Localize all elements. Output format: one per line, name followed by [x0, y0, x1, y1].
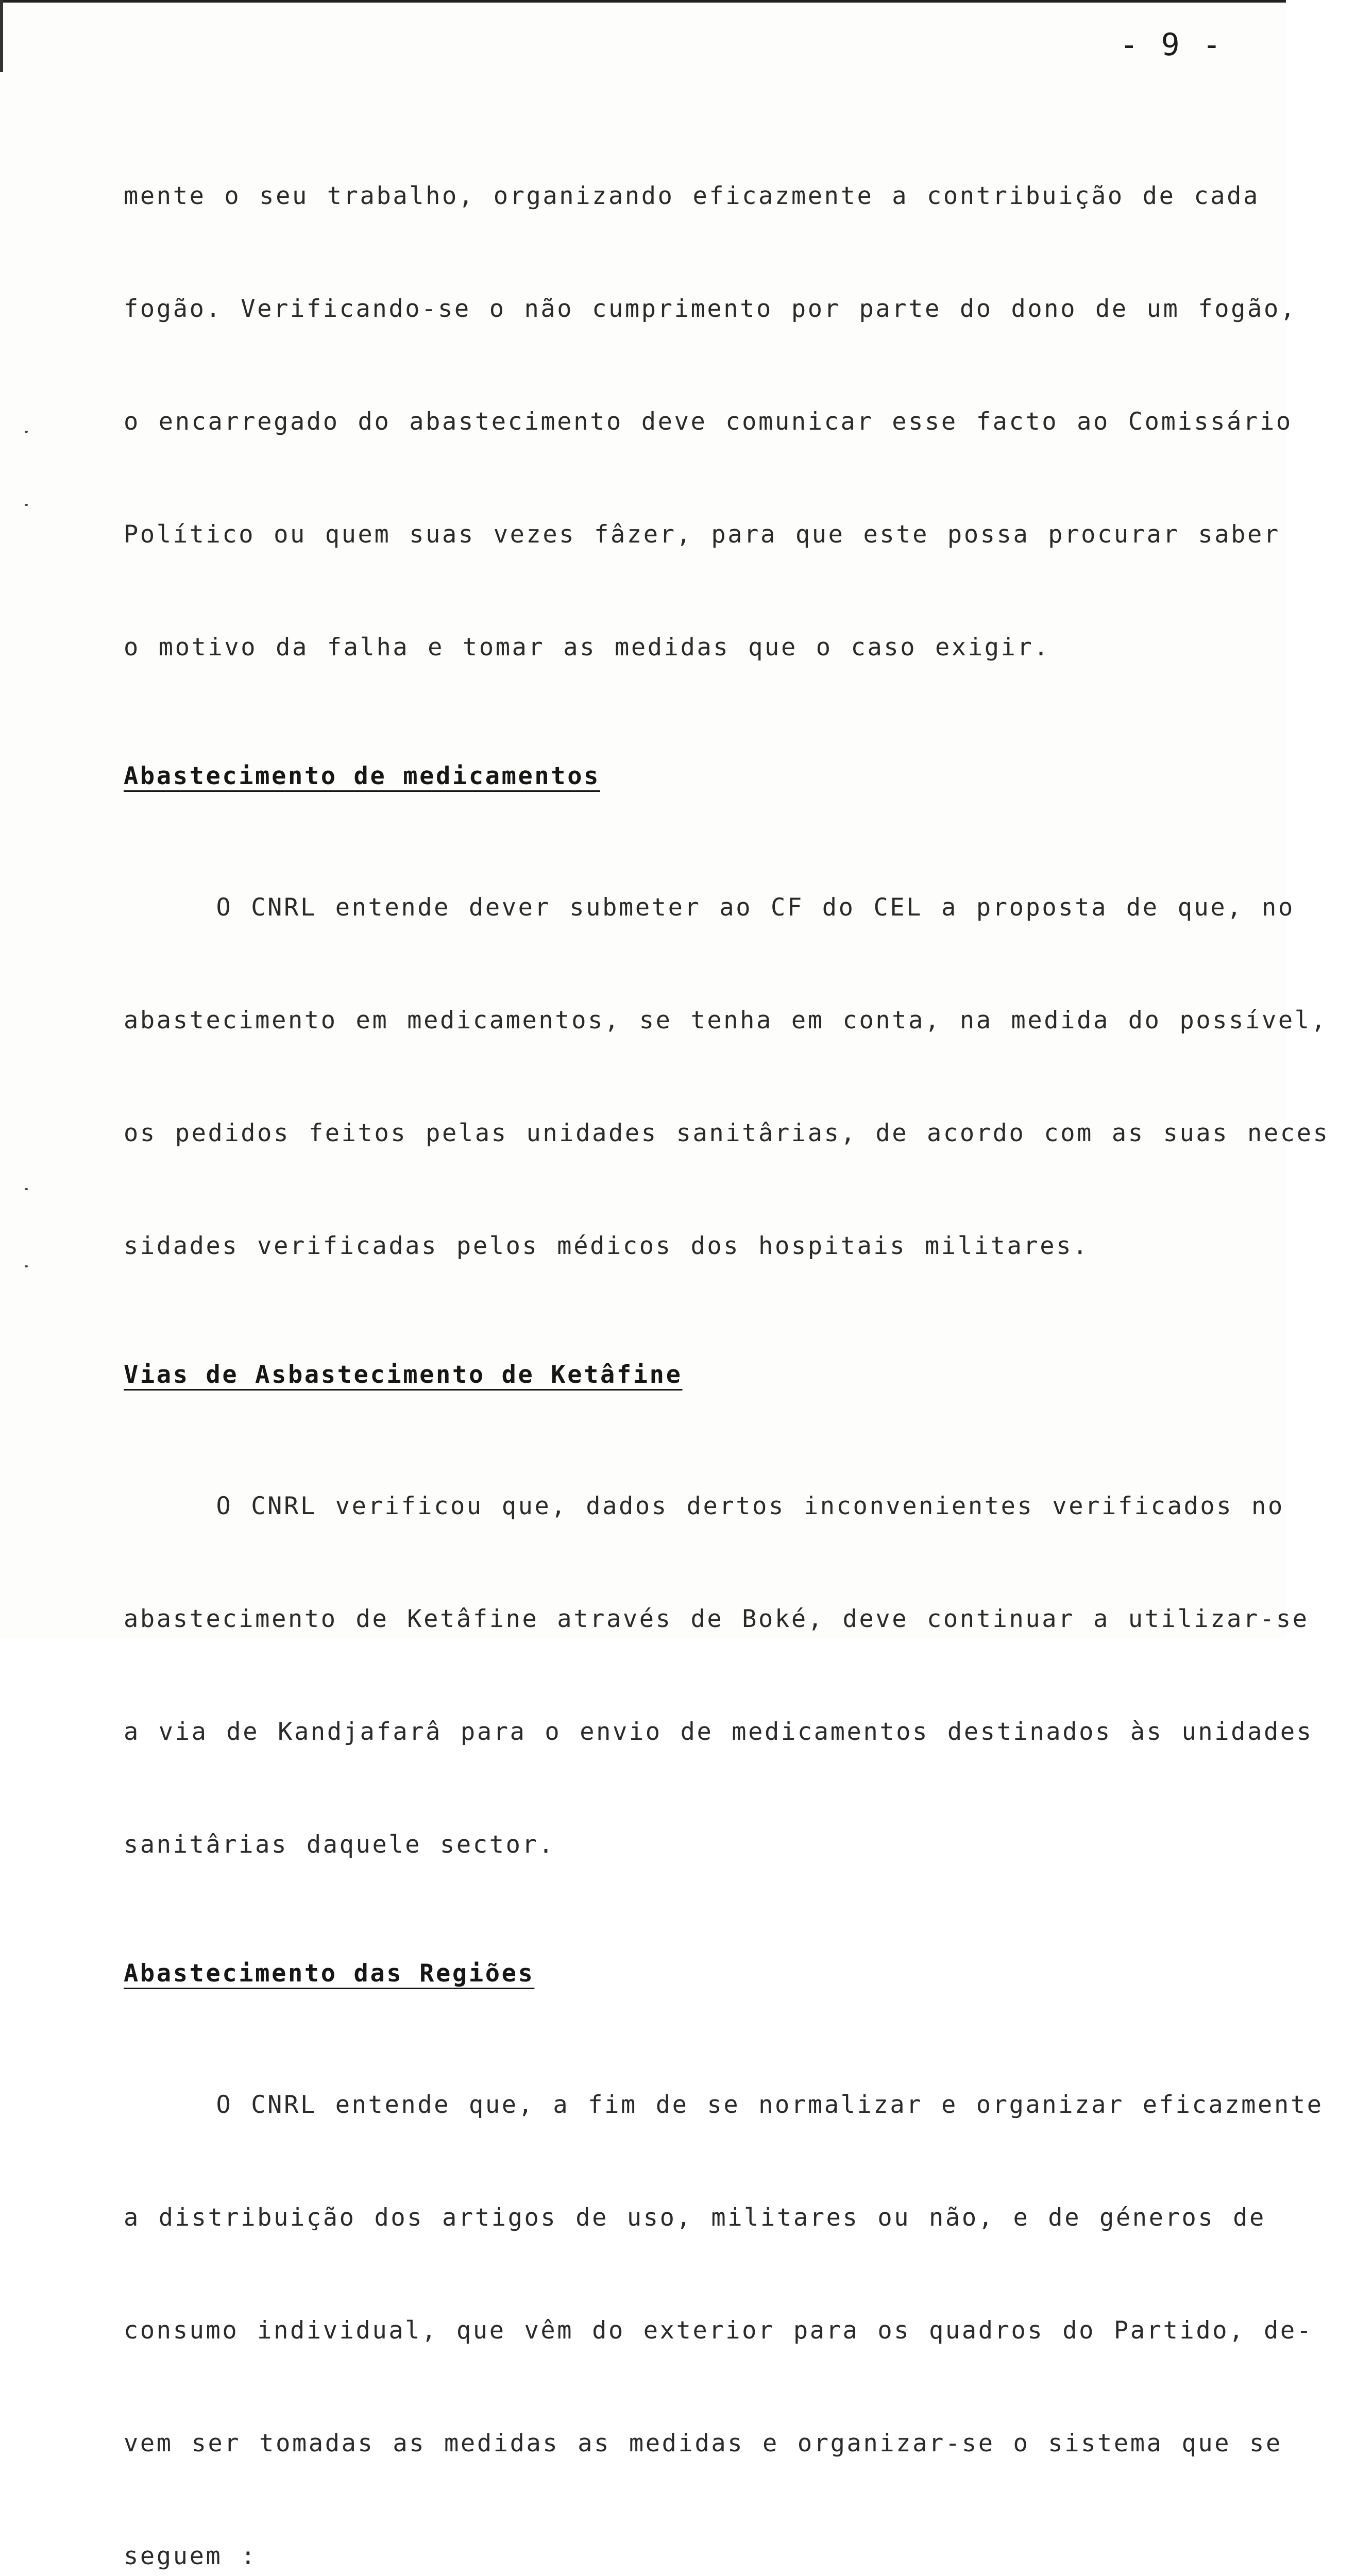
scan-left-border [0, 0, 3, 72]
section-heading: Abastecimento das Regiões [124, 1959, 535, 1988]
text-line: fogão. Verificando-se o não cumprimento por parte do dono de um fogão, [124, 295, 1297, 323]
document-body [124, 102, 1330, 2576]
text-line: mente o seu trabalho, organizando eficazmente a contribuição de cada [124, 182, 1260, 210]
text-line: consumo individual, que vêm do exterior para os quadros do Partido, de- [124, 2316, 1313, 2345]
section-heading: Abastecimento de medicamentos [124, 762, 600, 790]
section-paragraph [124, 2011, 1324, 2576]
margin-mark [25, 504, 28, 506]
intro-paragraph [124, 102, 1297, 741]
text-line: abastecimento de Ketâfine através de Boké, deve continuar a utilizar-se [124, 1605, 1309, 1633]
text-line: o motivo da falha e tomar as medidas que o caso exigir. [124, 633, 1050, 662]
text-line: sidades verificadas pelos médicos dos hospitais militares. [124, 1232, 1089, 1260]
text-line: abastecimento em medicamentos, se tenha em conta, na medida do possível, [124, 1006, 1328, 1035]
text-line: o encarregado do abastecimento deve comunicar esse facto ao Comissário [124, 408, 1293, 436]
text-line: a via de Kandjafarâ para o envio de medicamentos destinados às unidades [124, 1718, 1313, 1746]
text-line: sanitârias daquele sector. [124, 1831, 555, 1859]
page-number: - 9 - [1120, 27, 1223, 63]
text-line: a distribuição dos artigos de uso, militares ou não, e de géneros de [124, 2204, 1266, 2232]
text-line: O CNRL verificou que, dados dertos inconvenientes verificados no [124, 1492, 1284, 1520]
margin-mark [25, 431, 28, 433]
text-line: O CNRL entende que, a fim de se normalizar e organizar eficazmente [124, 2091, 1324, 2119]
text-line: seguem : [124, 2542, 258, 2570]
margin-mark [25, 1265, 28, 1267]
margin-mark [25, 1188, 28, 1190]
section-heading: Vias de Asbastecimento de Ketâfine [124, 1361, 683, 1389]
text-line: vem ser tomadas as medidas as medidas e organizar-se o sistema que se [124, 2429, 1282, 2458]
section-paragraph [124, 1412, 1313, 1939]
text-line: os pedidos feitos pelas unidades sanitârias, de acordo com as suas neces [124, 1119, 1330, 1147]
scan-top-border [0, 0, 1286, 3]
section-paragraph [124, 814, 1330, 1340]
text-line: O CNRL entende dever submeter ao CF do CEL a proposta de que, no [124, 893, 1295, 922]
text-line: Político ou quem suas vezes fâzer, para que este possa procurar saber [124, 520, 1280, 549]
